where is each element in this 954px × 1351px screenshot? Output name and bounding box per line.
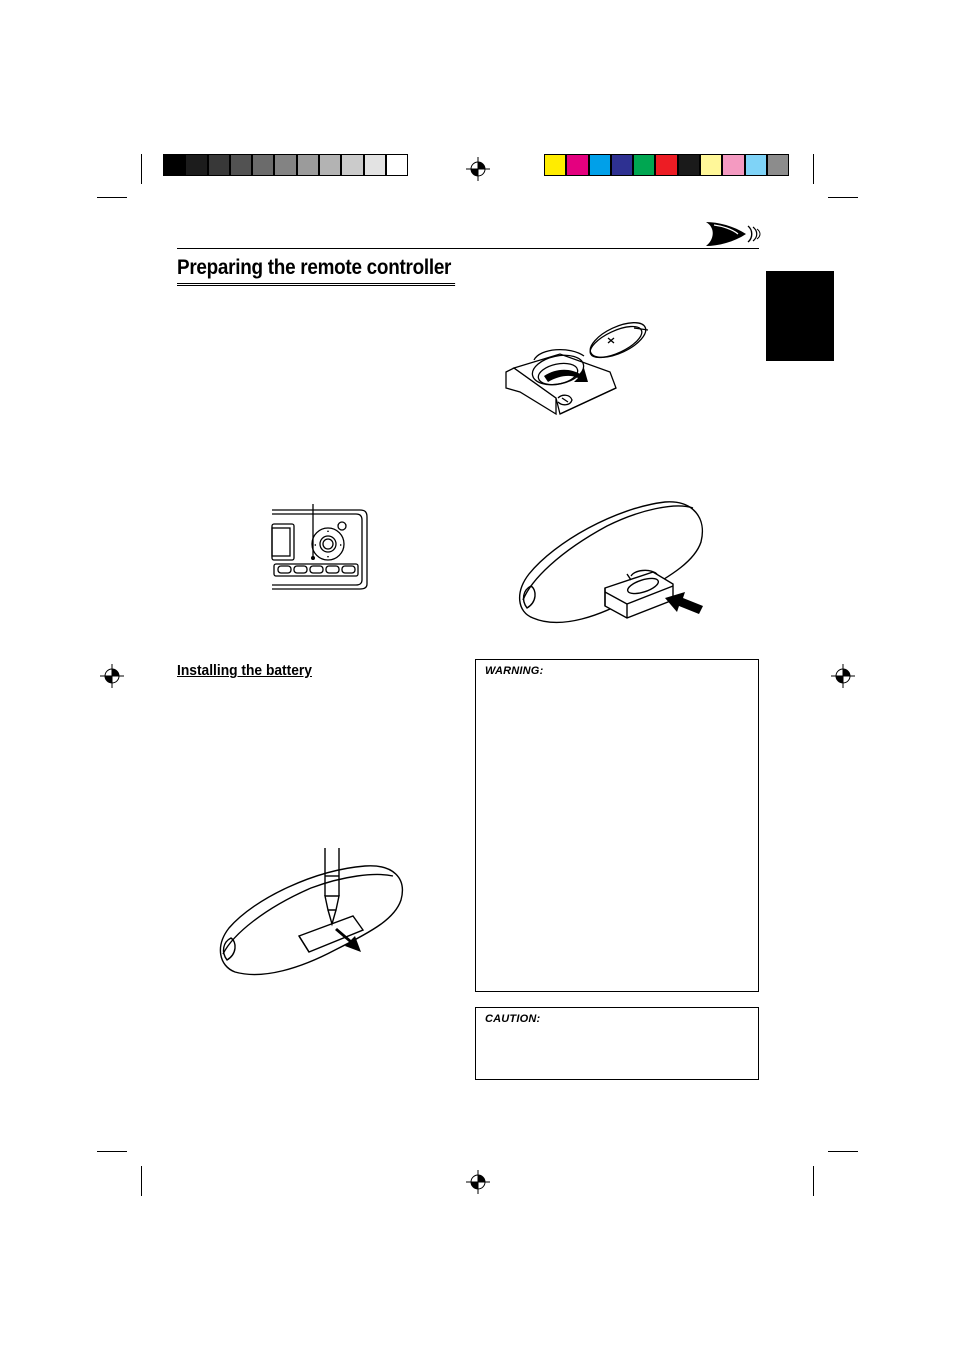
color-swatch: [722, 154, 744, 176]
gray-swatch: [252, 154, 274, 176]
caution-label: CAUTION:: [485, 1013, 541, 1025]
grayscale-bar: [163, 154, 408, 176]
crop-mark: [828, 1151, 858, 1152]
crop-mark: [828, 197, 858, 198]
gray-swatch: [341, 154, 363, 176]
gray-swatch: [297, 154, 319, 176]
warning-box: [475, 659, 759, 992]
crosshair-registration-icon: [466, 1170, 490, 1194]
warning-label: WARNING:: [485, 665, 544, 677]
page-title: Preparing the remote controller: [177, 256, 455, 286]
crop-mark: [813, 1166, 814, 1196]
remote-pen-illustration: [215, 846, 415, 986]
gray-swatch: [163, 154, 185, 176]
color-swatch: [678, 154, 700, 176]
gray-swatch: [364, 154, 386, 176]
gray-swatch: [185, 154, 207, 176]
crop-mark: [97, 1151, 127, 1152]
gray-swatch: [208, 154, 230, 176]
section-heading: Installing the battery: [177, 662, 312, 679]
crop-mark: [813, 154, 814, 184]
header-rule: [177, 248, 759, 249]
color-swatch: [566, 154, 588, 176]
color-swatch: [544, 154, 566, 176]
crop-mark: [141, 1166, 142, 1196]
color-swatch: [767, 154, 789, 176]
color-swatch: [589, 154, 611, 176]
color-swatch: [633, 154, 655, 176]
black-tab-icon: [766, 271, 834, 361]
gray-swatch: [319, 154, 341, 176]
control-panel-illustration: [270, 498, 370, 590]
crosshair-registration-icon: [466, 157, 490, 181]
battery-holder-illustration: [500, 318, 660, 423]
swoosh-arrow-icon: [704, 220, 762, 248]
color-swatch: [611, 154, 633, 176]
caution-box: [475, 1007, 759, 1080]
color-bar: [544, 154, 789, 176]
color-swatch: [745, 154, 767, 176]
crosshair-registration-icon: [100, 664, 124, 688]
gray-swatch: [274, 154, 296, 176]
color-swatch: [655, 154, 677, 176]
gray-swatch: [386, 154, 408, 176]
crosshair-registration-icon: [831, 664, 855, 688]
color-swatch: [700, 154, 722, 176]
crop-mark: [141, 154, 142, 184]
gray-swatch: [230, 154, 252, 176]
crop-mark: [97, 197, 127, 198]
remote-insert-illustration: [515, 500, 715, 640]
